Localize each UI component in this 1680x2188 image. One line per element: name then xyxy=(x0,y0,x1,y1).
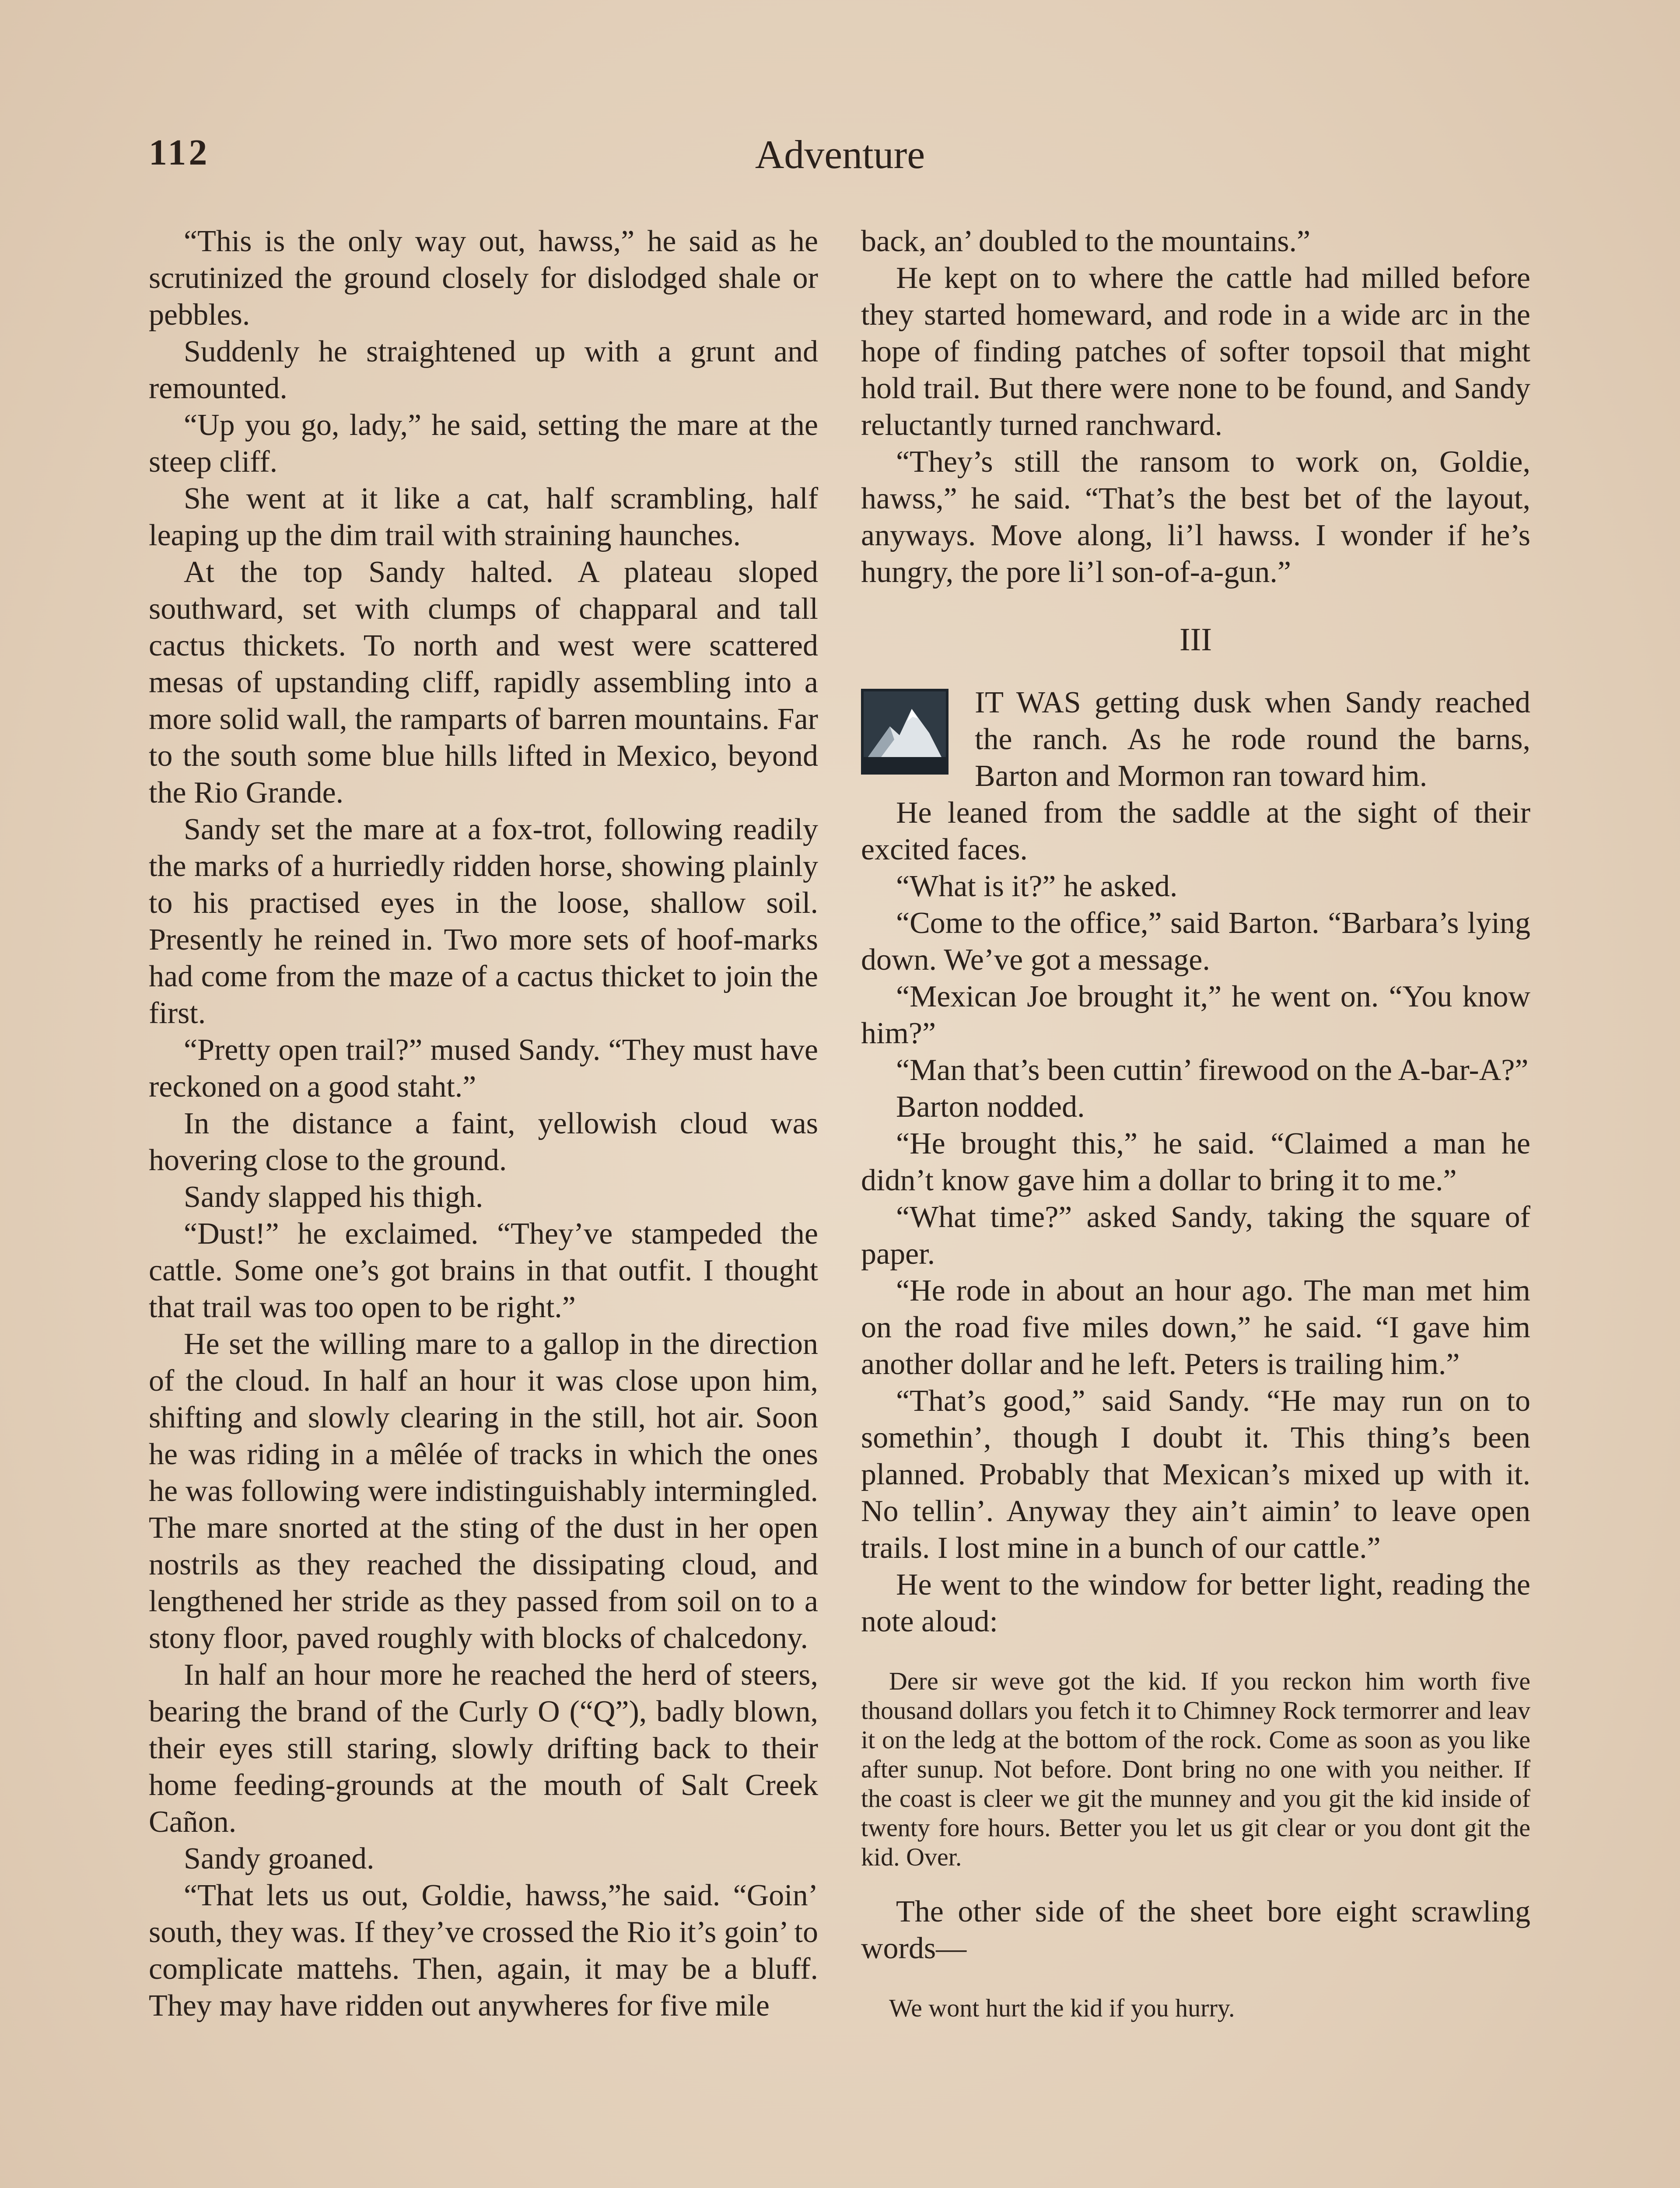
paragraph: He went to the window for better light, reading the note aloud: xyxy=(861,1568,1530,1638)
paragraph: “Pretty open trail?” mused Sandy. “They must have reckoned on a good staht.” xyxy=(149,1033,818,1104)
ransom-note-back-text: We wont hurt the kid if you hurry. xyxy=(889,1994,1235,2022)
paragraph: At the top Sandy halted. A plateau sloped southward, set with clumps of chapparal and tall cactus thickets. To north and west were scattered mesas of upstanding cliff, rapidly assembling into a more solid wall, the ramparts of barren mountains. Far to the south some blue hills lifted in Mexico, beyond the Rio Grande. xyxy=(149,555,818,810)
ransom-note-text: Dere sir weve got the kid. If you reckon him worth five thousand dollars you fetch it to Chimney Rock termorrer and leav it on the ledg at the bottom of the rock. Come as soon as you like after sunup. Not before. Dont bring no one with you neither. If the coast is cleer we git the munney and you git the kid inside of twenty fore hours. Better you let us git clear or you dont git the kid. Over. xyxy=(861,1667,1530,1871)
paragraph: In the distance a faint, yellowish cloud was hovering close to the ground. xyxy=(149,1107,818,1177)
magazine-title: Adventure xyxy=(755,132,925,177)
paragraph: “What is it?” he asked. xyxy=(896,870,1178,903)
paragraph: “Come to the office,” said Barton. “Barbara’s lying down. We’ve got a message. xyxy=(861,906,1530,977)
paragraph: Suddenly he straightened up with a grunt and remounted. xyxy=(149,335,818,405)
paragraph: “He brought this,” he said. “Claimed a man he didn’t know gave him a dollar to bring it to me.” xyxy=(861,1127,1530,1197)
paragraph: She went at it like a cat, half scrambling, half leaping up the dim trail with straining haunches. xyxy=(149,482,818,552)
paragraph: “Up you go, lady,” he said, setting the mare at the steep cliff. xyxy=(149,408,818,479)
paragraph: The other side of the sheet bore eight scrawling words— xyxy=(861,1895,1530,1965)
left-column xyxy=(149,223,818,2024)
paragraph: “They’s still the ransom to work on, Goldie, hawss,” he said. “That’s the best bet of the layout, anyways. Move along, li’l hawss. I wonder if he’s hungry, the pore li’l son-of-a-gun.” xyxy=(861,445,1530,589)
paragraph: “What time?” asked Sandy, taking the square of paper. xyxy=(861,1200,1530,1271)
paragraph: “Dust!” he exclaimed. “They’ve stampeded the cattle. Some one’s got brains in that outfit. I thought that trail was too open to be right.” xyxy=(149,1217,818,1324)
right-column xyxy=(861,223,1530,2044)
paragraph: He set the willing mare to a gallop in the direction of the cloud. In half an hour it was close upon him, shifting and slowly clearing in the still, hot air. Soon he was riding in a mêlée of tracks in which the ones he was following were indistinguishably intermingled. The mare snorted at the sting of the dust in her open nostrils as they reached the dissipating cloud, and lengthened her stride as they passed from soil on to a stony floor, paved roughly with blocks of chalcedony. xyxy=(149,1327,818,1655)
paragraph: “This is the only way out, hawss,” he said as he scrutinized the ground closely for dislodged shale or pebbles. xyxy=(149,224,818,332)
paragraph: “He rode in about an hour ago. The man met him on the road five miles down,” he said. “I gave him another dollar and he left. Peters is trailing him.” xyxy=(861,1274,1530,1381)
ransom-note xyxy=(861,1666,1530,1872)
page-number: 112 xyxy=(149,132,210,173)
paragraph: back, an’ doubled to the mountains.” xyxy=(861,224,1311,258)
paragraph: Barton nodded. xyxy=(896,1090,1085,1124)
paragraph: “That’s good,” said Sandy. “He may run on to somethin’, though I doubt it. This thing’s been planned. Probably that Mexican’s mixed up with it. No tellin’. Anyway they ain’t aimin’ to leave open trails. I lost mine in a bunch of our cattle.” xyxy=(861,1384,1530,1565)
paragraph: “Man that’s been cuttin’ firewood on the A-bar-A?” xyxy=(896,1053,1529,1087)
paragraph: “That lets us out, Goldie, hawss,”he said. “Goin’ south, they was. If they’ve crossed the Rio it’s goin’ to complicate mattehs. Then, again, it may be a bluff. They may have ridden out anywheres for five mile xyxy=(149,1879,818,2023)
paragraph: “Mexican Joe brought it,” he went on. “You know him?” xyxy=(861,980,1530,1050)
paragraph: Sandy groaned. xyxy=(184,1842,374,1876)
paragraph: Sandy slapped his thigh. xyxy=(184,1180,483,1214)
paragraph-dropcap: IT WAS getting dusk when Sandy reached the ranch. As he rode round the barns, Barton and Mormon ran toward him. xyxy=(975,686,1530,793)
paragraph: In half an hour more he reached the herd of steers, bearing the brand of the Curly O (“Q”), badly blown, their eyes still staring, slowly drifting back to their home feeding-grounds at the mouth of Salt Creek Cañon. xyxy=(149,1658,818,1839)
page-header xyxy=(149,131,1531,184)
paragraph: Sandy set the mare at a fox-trot, following readily the marks of a hurriedly ridden horse, showing plainly to his practised eyes in the loose, shallow soil. Presently he reined in. Two more sets of hoof-marks had come from the maze of a cactus thicket to join the first. xyxy=(149,813,818,1030)
section-heading: III xyxy=(1180,622,1212,658)
mountain-dropcap-icon xyxy=(861,689,948,775)
ransom-note-back xyxy=(861,1993,1530,2023)
paragraph: He leaned from the saddle at the sight of their excited faces. xyxy=(861,796,1530,866)
paragraph: He kept on to where the cattle had milled before they started homeward, and rode in a wide arc in the hope of finding patches of softer topsoil that might hold trail. But there were none to be found, and Sandy reluctantly turned ranchward. xyxy=(861,261,1530,442)
